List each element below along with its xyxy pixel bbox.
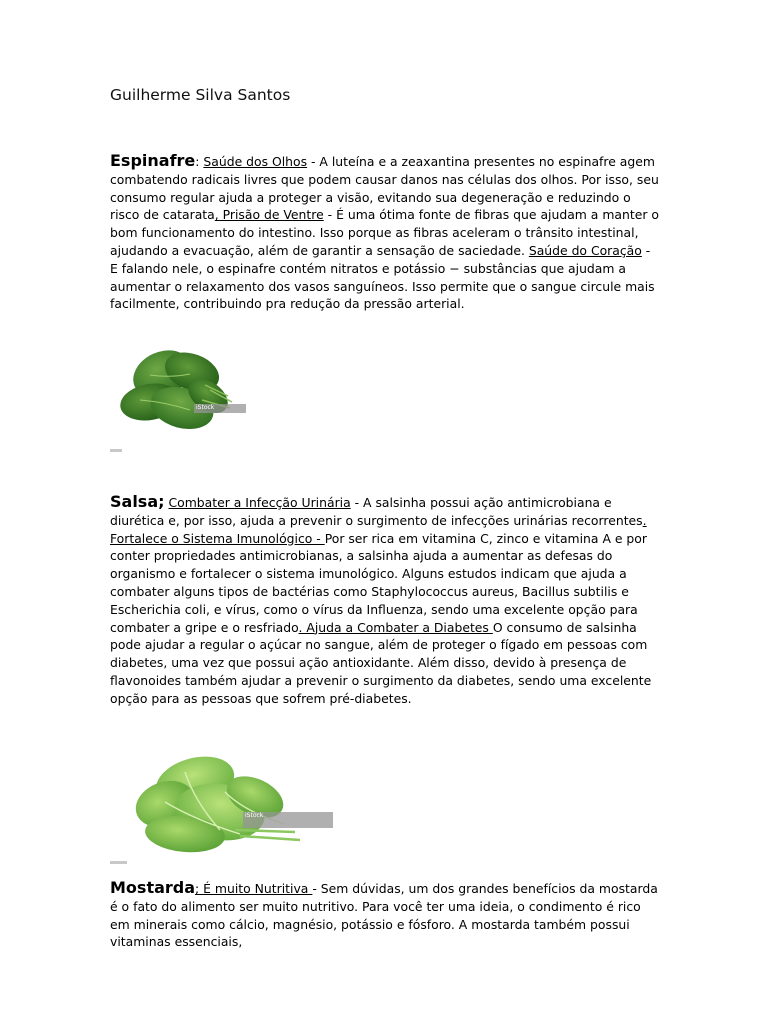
espinafre-title: Espinafre <box>110 151 196 170</box>
espinafre-text-1: - A luteína e a zeaxantina presentes no espinafre agem combatendo radicais livres que podem causar danos nas células dos olhos. Por isso, seu consumo regular ajuda a proteger a visão, evitando sua degeneração e reduzindo o risco de catarata <box>110 154 659 223</box>
espinafre-link-prisao-ventre[interactable]: , Prisão de Ventre <box>214 207 324 223</box>
spinach-image <box>110 330 250 450</box>
espinafre-sep: : <box>195 154 204 169</box>
salsa-link-infeccao[interactable]: Combater a Infecção Urinária <box>168 495 351 510</box>
mustard-watermark-text: iStock <box>245 812 264 819</box>
spinach-watermark-text: iStock <box>196 404 215 411</box>
author-name: Guilherme Silva Santos <box>110 86 291 104</box>
mostarda-text-1: - Sem dúvidas, um dos grandes benefícios da mostarda é o fato do alimento ser muito nutritivo. Para você ter uma ideia, o condimento é rico em minerais como cálcio, magnésio, potássio e fósforo. A mostarda também possui vitaminas essenciais, <box>110 881 658 950</box>
mostarda-title: Mostarda <box>110 878 196 897</box>
spinach-image-caption <box>110 449 122 452</box>
salsa-link-diabetes[interactable]: . Ajuda a Combater a Diabetes <box>298 619 493 635</box>
salsa-text-1: - A salsinha possui ação antimicrobiana e diurética e, por isso, ajuda a prevenir o surgimento de infecções urinárias recorrentes <box>110 495 643 528</box>
spinach-stock-watermark <box>194 404 246 413</box>
mustard-image-caption <box>110 861 127 864</box>
mostarda-link-nutritiva[interactable]: ; É muito Nutritiva <box>195 881 313 896</box>
mostarda-paragraph <box>110 879 662 951</box>
salsa-text-3: O consumo de salsinha pode ajudar a regular o açúcar no sangue, além de proteger o fígado em pessoas com diabetes, uma vez que possui ação antioxidante. Além disso, devido à presença de flavonoides também ajudar a prevenir o surgimento da diabetes, sendo uma excelente opção para as pessoas que sofrem pré-diabetes. <box>110 619 652 706</box>
mustard-greens-illustration <box>125 742 335 860</box>
salsa-title: Salsa; <box>110 492 165 511</box>
salsa-paragraph <box>110 493 662 708</box>
espinafre-text-2: - É uma ótima fonte de fibras que ajudam a manter o bom funcionamento do intestino. Isso porque as fibras aceleram o trânsito intestinal, ajudando a evacuação, além de garantir a sensação de saciedade. <box>110 207 659 258</box>
mustard-greens-image <box>125 742 335 860</box>
mustard-stock-watermark <box>243 812 333 828</box>
spinach-illustration <box>110 330 250 450</box>
salsa-link-imunologico[interactable]: . Fortalece o Sistema Imunológico - <box>110 512 647 546</box>
espinafre-link-saude-olhos[interactable]: Saúde dos Olhos <box>203 154 308 169</box>
espinafre-paragraph <box>110 152 662 313</box>
espinafre-link-saude-coracao[interactable]: Saúde do Coração <box>528 242 642 258</box>
salsa-text-2: Por ser rica em vitamina C, zinco e vitamina A e por conter propriedades antimicrobianas, a salsinha ajuda a aumentar as defesas do organismo e fortalecer o sistema imunológico. Alguns estudos indicam que ajuda a combater alguns tipos de bactérias como Staphylococcus aureus, Bacillus subtilis e Escherichia coli, e vírus, como o vírus da Influenza, sendo uma excelente opção para combater a gripe e o resfriado <box>110 530 647 635</box>
espinafre-text-3: - E falando nele, o espinafre contém nitratos e potássio − substâncias que ajudam a aumentar o relaxamento dos vasos sanguíneos. Isso permite que o sangue circule mais facilmente, contribuindo pra redução da pressão arterial. <box>110 242 655 312</box>
